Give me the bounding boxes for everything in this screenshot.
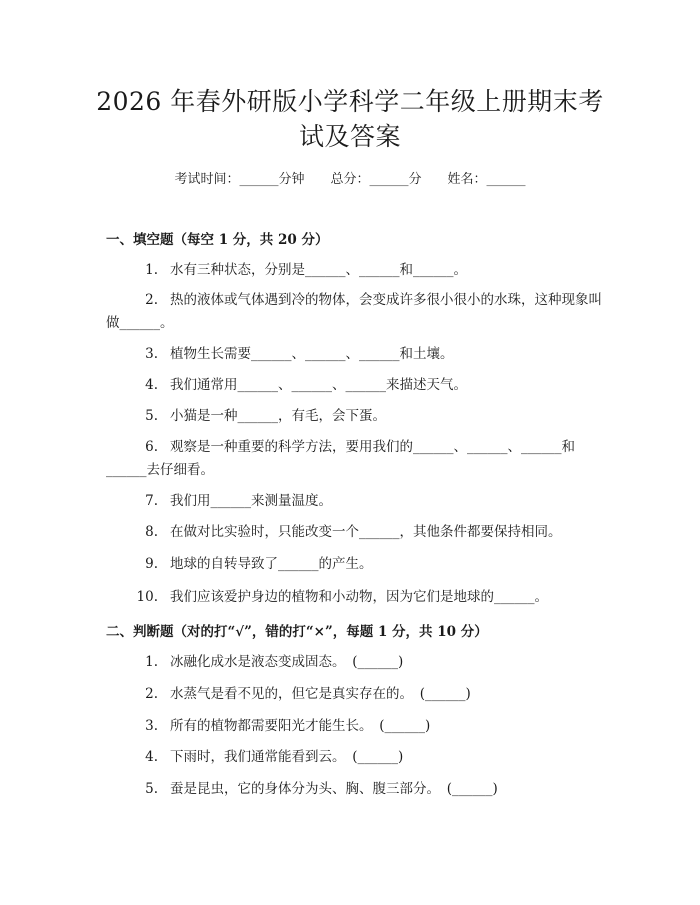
tf-question-2 [106,683,622,705]
fill-question-8 [106,521,622,543]
question-number: 1. [145,262,158,278]
fill-question-6 [106,436,622,458]
question-text: 我们通常用______、______、______来描述天气。 [170,377,467,393]
question-number: 3. [145,718,158,734]
question-text: 地球的自转导致了______的产生。 [170,556,373,572]
question-number: 6. [145,439,158,455]
fill-question-7 [106,490,622,512]
question-text: 冰融化成水是液态变成固态。 (______) [170,654,404,670]
question-number: 4. [145,749,158,765]
question-number: 9. [145,556,158,572]
question-text: 我们应该爱护身边的植物和小动物，因为它们是地球的______。 [170,589,548,605]
question-text: 观察是一种重要的科学方法，要用我们的______、______、______和 [170,439,575,455]
question-text: 小猫是一种______，有毛，会下蛋。 [170,408,386,424]
fill-question-1 [106,259,622,281]
section-heading-fill-blank: 一、填空题（每空 1 分，共 20 分） [106,232,329,248]
question-number: 10. [136,589,158,605]
title-line-1: 2026 年春外研版小学科学二年级上册期末考 [96,87,604,116]
title-line-2: 试及答案 [298,122,401,151]
tf-question-5 [106,778,622,800]
exam-info-line: 考试时间：______分钟 总分：______分 姓名：______ [174,172,526,187]
fill-question-2-continuation: 做______。 [106,315,174,331]
fill-question-3 [106,343,622,365]
tf-question-4 [106,746,622,768]
question-text: 植物生长需要______、______、______和土壤。 [170,346,454,362]
question-text: 在做对比实验时，只能改变一个______，其他条件都要保持相同。 [170,524,562,540]
question-number: 8. [145,524,158,540]
question-number: 7. [145,493,158,509]
question-number: 2. [145,292,158,308]
section-heading-true-false: 二、判断题（对的打“√”，错的打“×”，每题 1 分，共 10 分） [106,624,488,640]
tf-question-1 [106,651,622,673]
question-text: 蚕是昆虫，它的身体分为头、胸、腹三部分。 (______) [170,781,498,797]
question-number: 4. [145,377,158,393]
fill-question-2 [106,289,622,311]
fill-question-4 [106,374,622,396]
question-number: 2. [145,686,158,702]
question-text: 下雨时，我们通常能看到云。 (______) [170,749,404,765]
question-number: 3. [145,346,158,362]
fill-question-9 [106,553,622,575]
fill-question-10 [106,586,622,608]
question-text: 所有的植物都需要阳光才能生长。 (______) [170,718,431,734]
question-number: 5. [145,781,158,797]
fill-question-6-continuation: ______去仔细看。 [106,462,214,478]
tf-question-3 [106,715,622,737]
question-number: 1. [145,654,158,670]
question-text: 我们用______来测量温度。 [170,493,332,509]
question-text: 水有三种状态，分别是______、______和______。 [170,262,467,278]
exam-title [70,84,630,154]
question-text: 热的液体或气体遇到冷的物体，会变成许多很小很小的水珠，这种现象叫 [170,292,602,308]
question-text: 水蒸气是看不见的，但它是真实存在的。 (______) [170,686,471,702]
question-number: 5. [145,408,158,424]
fill-question-5 [106,405,622,427]
